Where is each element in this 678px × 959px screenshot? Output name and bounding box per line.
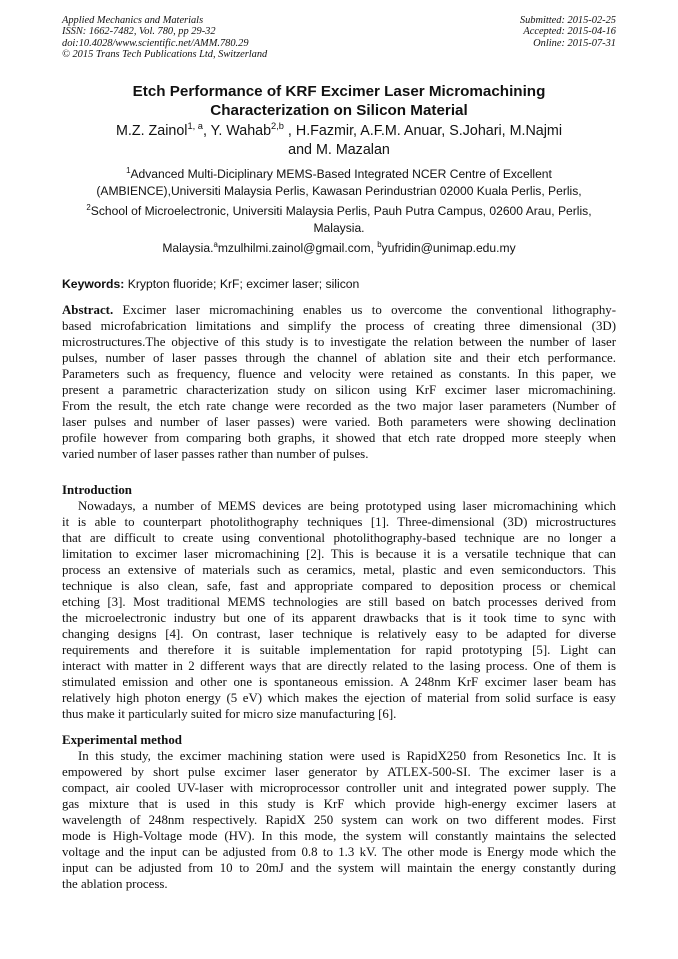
abstract-label: Abstract. <box>62 303 114 317</box>
author-line <box>62 122 616 141</box>
abstract-line: From the result, the etch rate change were recorded as the two major laser parameters (Number of <box>62 399 616 413</box>
author-emails <box>62 240 616 257</box>
email-link[interactable]: yufridin@unimap.edu.my <box>381 241 516 255</box>
intro-line: process an extensive of materials such as ceramics, metal, plastic and even semiconductors. This <box>62 563 616 577</box>
method-line: wavelength of 248nm respectively. RapidX 250 system can work on two different modes. First <box>62 813 616 827</box>
method-line: gas mixture that is used in this study is KrF which provide high-energy excimer lasers at <box>62 797 616 811</box>
journal-copyright: © 2015 Trans Tech Publications Ltd, Switzerland <box>62 49 268 61</box>
journal-issn: ISSN: 1662-7482, Vol. 780, pp 29-32 <box>62 26 216 38</box>
email-prefix: Malaysia. <box>162 241 214 255</box>
intro-line: technique is also clean, safe, fast and appropriate compared to deposition process or chemical <box>62 579 616 593</box>
affiliation-text: Advanced Multi-Diciplinary MEMS-Based Integrated NCER Centre of Excellent <box>130 167 552 181</box>
affiliation-1 <box>62 166 616 200</box>
abstract-text: Excimer laser micromachining enables us to overcome the conventional lithography- <box>113 303 616 317</box>
method-line: input can be adjusted from 10 to 20mJ and the system will maintain the energy constantly during <box>62 861 616 875</box>
accepted-date: Accepted: 2015-04-16 <box>523 26 616 38</box>
online-date: Online: 2015-07-31 <box>533 37 616 49</box>
affiliation-line: Malaysia. <box>313 221 365 235</box>
intro-line: it is able to counterpart photolithography techniques [1]. Three-dimensional (3D) microstructures <box>62 515 616 529</box>
method-line: voltage and the input can be adjusted from 0.8 to 1.3 kV. The other mode is Energy mode which the <box>62 845 616 859</box>
introduction-body <box>62 498 616 722</box>
abstract-line: profile however from comparing both graphs, it showed that etch rate dropped more steeply when <box>62 431 616 445</box>
abstract-line: Parameters such as frequency, fluence and velocity were retained as constants. In this paper, we <box>62 367 616 381</box>
intro-line: interact with matter in 2 different ways that are directly related to the lasing process. One of them is <box>62 659 616 673</box>
email-marker: a <box>213 239 218 249</box>
journal-name: Applied Mechanics and Materials <box>62 15 204 26</box>
journal-info <box>62 15 267 61</box>
intro-line: etching [3]. Most traditional MEMS technologies are still based on batch processes derived from <box>62 595 616 609</box>
affiliation-line <box>62 203 616 220</box>
abstract-line: microstructures.The objective of this study is to investigate the relation between the number of laser <box>62 335 616 349</box>
publication-dates <box>520 15 616 49</box>
paper-title-line: Characterization on Silicon Material <box>210 102 468 119</box>
intro-line: the microelectronic industry but one of its apparent drawbacks that is it took time to sync with <box>62 611 616 625</box>
intro-line: thus make it particularly suited for micro size manufacturing [6]. <box>62 707 397 721</box>
intro-line: Nowadays, a number of MEMS devices are being prototyped using laser micromachining which <box>78 499 616 513</box>
affiliation-text: School of Microelectronic, Universiti Malaysia Perlis, Pauh Putra Campus, 02600 Arau, Perlis, <box>90 204 592 218</box>
submitted-date: Submitted: 2015-02-25 <box>519 15 616 26</box>
affiliation-line <box>62 166 616 183</box>
author-name: M.Z. Zainol <box>115 123 188 139</box>
abstract-line: based microfabrication limitations and simplify the process of creating three dimensional (3D) <box>62 319 616 333</box>
section-heading-introduction: Introduction <box>62 483 132 497</box>
author-affil-marker: 1, a <box>187 121 203 132</box>
intro-line: limitation to excimer laser micromachining [2]. This is because it is a versatile technique that can <box>62 547 616 561</box>
author-line: and M. Mazalan <box>288 142 390 158</box>
method-line: In this study, the excimer machining station were used is RapidX250 from Resonetics Inc. It is <box>78 749 616 763</box>
author-affil-marker: 2,b <box>271 121 284 132</box>
abstract-line: varied number of laser passes rather than number of pulses. <box>62 447 369 461</box>
keywords <box>62 276 616 292</box>
author-name: , Y. Wahab <box>202 123 272 139</box>
paper-title <box>62 82 616 120</box>
affiliation-line: (AMBIENCE),Universiti Malaysia Perlis, Kawasan Perindustrian 02000 Kuala Perlis, Perlis, <box>96 184 582 198</box>
journal-doi: doi:10.4028/www.scientific.net/AMM.780.29 <box>62 37 249 49</box>
section-heading-experimental-method: Experimental method <box>62 733 182 747</box>
abstract-line <box>62 302 616 318</box>
abstract-line: pulses, number of laser passes through the channel of ablation site and their etch performance. <box>62 351 616 365</box>
method-line: compact, air cooled UV-laser with microprocessor controller unit and integrated power supply. The <box>62 781 616 795</box>
intro-line: stimulated emission and other one is spontaneous emission. A 248nm KrF excimer laser beam has <box>62 675 616 689</box>
paper-title-line: Etch Performance of KRF Excimer Laser Micromachining <box>132 83 546 100</box>
method-line: empowered by short pulse excimer laser generator by ATLEX-500-SI. The excimer laser is a <box>62 765 616 779</box>
intro-line: changing designs [4]. On contrast, laser technique is relatively easy to be adapted for diverse <box>62 627 616 641</box>
abstract-line: laser pulses and number of laser passes) were varied. Both parameters were showing declination <box>62 415 616 429</box>
method-line: the ablation process. <box>62 877 168 891</box>
keywords-text: Krypton fluoride; KrF; excimer laser; silicon <box>124 277 360 291</box>
intro-line: that are difficult to create using conventional photolithography-based technique are no longer a <box>62 531 616 545</box>
intro-line: relatively high photon energy (5 eV) which makes the ejection of material from solid surface is easy <box>62 691 616 705</box>
abstract <box>62 302 616 462</box>
intro-line: requirements and therefore it is suitable implementation for rapid prototyping [5]. Light can <box>62 643 616 657</box>
email-line <box>62 240 616 257</box>
method-line: mode is High-Voltage mode (HV). In this mode, the system will constantly maintains the selected <box>62 829 616 843</box>
abstract-line: present a parametric characterization study on silicon using KrF excimer laser micromachining. <box>62 383 616 397</box>
email-marker: b <box>377 239 382 249</box>
method-body <box>62 748 616 892</box>
affil-marker: 2 <box>86 202 91 212</box>
affiliation-2 <box>62 203 616 237</box>
email-link[interactable]: mzulhilmi.zainol@gmail.com, <box>217 241 378 255</box>
author-names: , H.Fazmir, A.F.M. Anuar, S.Johari, M.Najmi <box>283 123 563 139</box>
author-list <box>62 122 616 160</box>
keywords-label: Keywords: <box>62 277 125 291</box>
affil-marker: 1 <box>126 165 131 175</box>
